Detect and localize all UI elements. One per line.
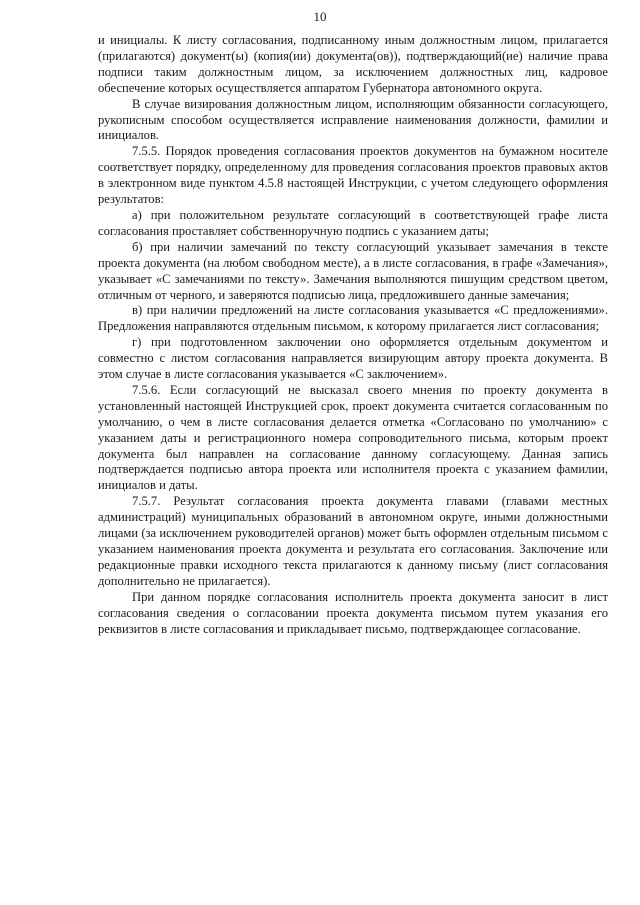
paragraph-continuation: и инициалы. К листу согласования, подписанному иным должностным лицом, прилагается (прилагаются) документ(ы) (копия(ии) документа(ов)), подтверждающий(ие) наличие права подписи таким должностным лицом, за исключением должностных лиц, кадровое обеспечение которых осуществляется аппаратом Губернатора автономного округа.: [98, 33, 608, 95]
paragraph-item-b: б) при наличии замечаний по тексту согласующий указывает замечания в тексте проекта документа (на любом свободном месте), а в листе согласования, в графе «Замечания», указывает «С замечаниями по тексту». Замечания выполняются пишущим средством цветом, отличным от черного, и заверяются подписью лица, предложившего данные замечания;: [98, 239, 608, 302]
paragraph-7-5-6: 7.5.6. Если согласующий не высказал своего мнения по проекту документа в установленный настоящей Инструкцией срок, проект документа считается согласованным по умолчанию, о чем в листе согласования делается отметка «Согласовано по умолчанию» с указанием даты и регистрационного номера сопроводительного письма, которым проект документа был направлен на согласование данному согласующему. Данная запись подтверждается подписью автора проекта или исполнителя проекта с указанием фамилии, инициалов и даты.: [98, 382, 608, 493]
paragraph-item-a: а) при положительном результате согласующий в соответствующей графе листа согласования проставляет собственноручную подпись с указанием даты;: [98, 207, 608, 238]
document-body: [98, 33, 608, 637]
paragraph-item-v: в) при наличии предложений на листе согласования указывается «С предложениями». Предложения направляются отдельным письмом, к которому прилагается лист согласования;: [98, 303, 608, 334]
paragraph-item-g: г) при подготовленном заключении оно оформляется отдельным документом и совместно с листом согласования направляется визирующим автору проекта документа. В этом случае в листе согласования указывается «С заключением».: [98, 335, 608, 382]
page-number: 10: [313, 9, 327, 24]
paragraph-letter-procedure: При данном порядке согласования исполнитель проекта документа заносит в лист согласования сведения о согласовании проекта документа письмом путем указания его реквизитов в листе согласования и прикладывает письмо, подтверждающее согласование.: [98, 589, 608, 636]
paragraph-7-5-5: 7.5.5. Порядок проведения согласования проектов документов на бумажном носителе соответствует порядку, определенному для проведения согласования проектов правовых актов в электронном виде пунктом 4.5.8 настоящей Инструкции, с учетом следующего оформления результатов:: [98, 144, 608, 207]
paragraph-acting-official: В случае визирования должностным лицом, исполняющим обязанности согласующего, рукописным способом осуществляется исправление наименования должности, фамилии и инициалов.: [98, 96, 608, 143]
paragraph-7-5-7: 7.5.7. Результат согласования проекта документа главами (главами местных администраций) муниципальных образований в автономном округе, иными должностными лицами (за исключением руководителей органов) может быть оформлен отдельным письмом с указанием наименования проекта документа и результата его согласования. Заключение или редакционные правки исходного текста прилагаются к данному письму (лист согласования дополнительно не прилагается).: [98, 494, 608, 588]
